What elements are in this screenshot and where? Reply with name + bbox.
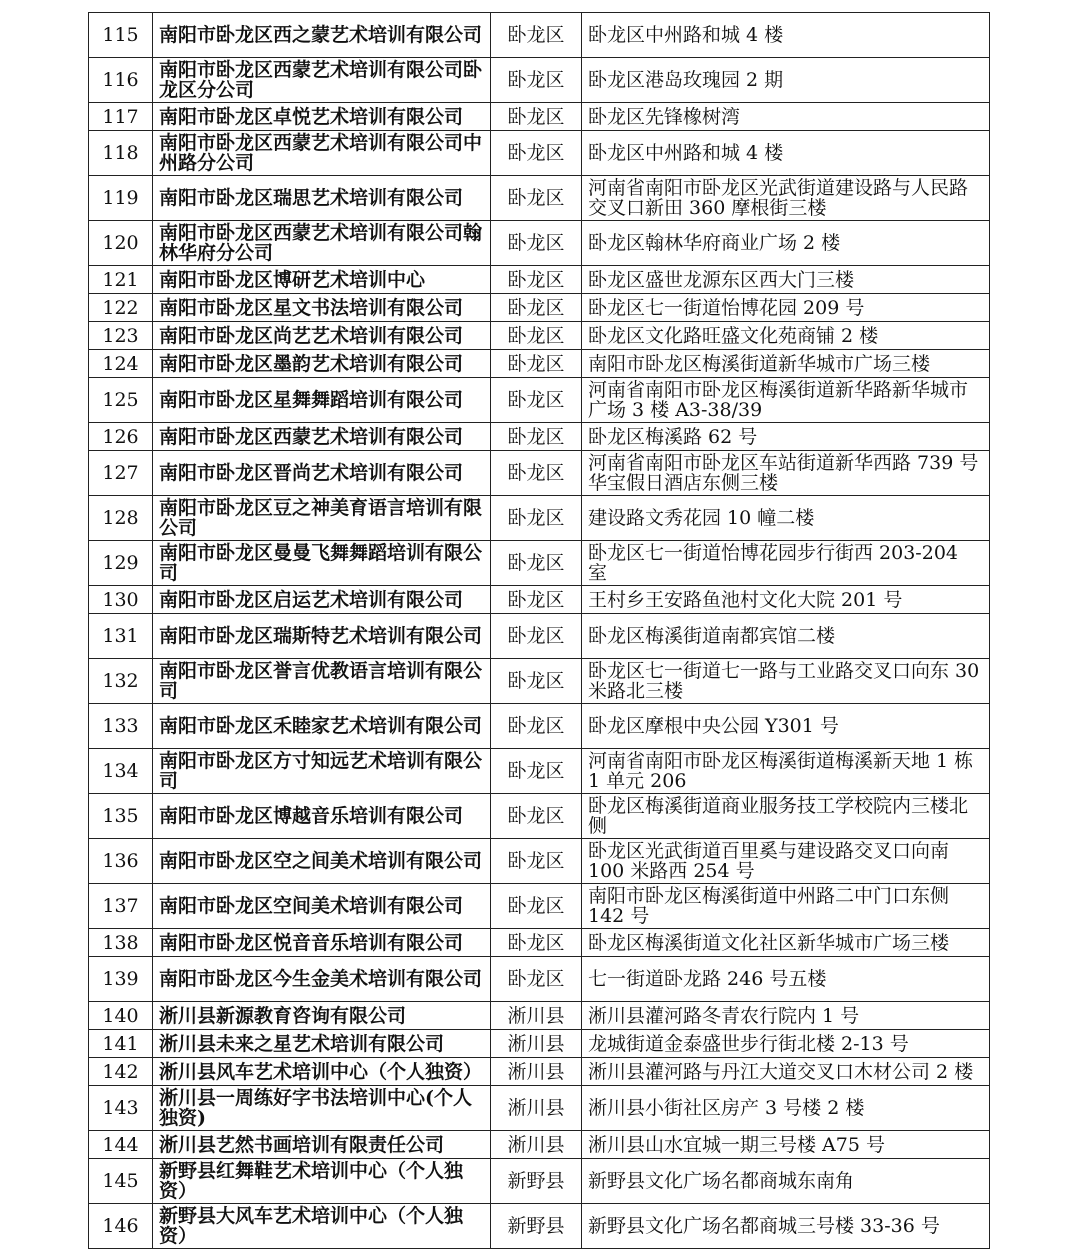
row-number-cell: 125 <box>89 378 153 423</box>
table-row <box>89 266 990 294</box>
table-row <box>89 884 990 929</box>
district-cell: 卧龙区 <box>491 103 582 131</box>
district-cell: 卧龙区 <box>491 131 582 176</box>
address-cell: 河南省南阳市卧龙区光武街道建设路与人民路交叉口新田 360 摩根街三楼 <box>582 176 990 221</box>
address-cell: 七一街道卧龙路 246 号五楼 <box>582 957 990 1002</box>
table-row <box>89 659 990 704</box>
table-row <box>89 58 990 103</box>
institution-name-cell: 新野县大风车艺术培训中心（个人独资） <box>153 1204 491 1249</box>
row-number-cell: 119 <box>89 176 153 221</box>
institution-name-cell: 淅川县风车艺术培训中心（个人独资） <box>153 1058 491 1086</box>
institution-name-cell: 南阳市卧龙区晋尚艺术培训有限公司 <box>153 451 491 496</box>
table-row <box>89 423 990 451</box>
row-number-cell: 141 <box>89 1030 153 1058</box>
institution-name-cell: 南阳市卧龙区西蒙艺术培训有限公司卧龙区分公司 <box>153 58 491 103</box>
table-row <box>89 1131 990 1159</box>
row-number-cell: 139 <box>89 957 153 1002</box>
district-cell: 卧龙区 <box>491 496 582 541</box>
district-cell: 卧龙区 <box>491 266 582 294</box>
address-cell: 卧龙区梅溪路 62 号 <box>582 423 990 451</box>
district-cell: 卧龙区 <box>491 929 582 957</box>
institution-name-cell: 南阳市卧龙区誉言优教语言培训有限公司 <box>153 659 491 704</box>
address-cell: 卧龙区梅溪街道文化社区新华城市广场三楼 <box>582 929 990 957</box>
district-cell: 卧龙区 <box>491 586 582 614</box>
table-row <box>89 103 990 131</box>
row-number-cell: 132 <box>89 659 153 704</box>
row-number-cell: 128 <box>89 496 153 541</box>
row-number-cell: 117 <box>89 103 153 131</box>
row-number-cell: 126 <box>89 423 153 451</box>
table-row <box>89 614 990 659</box>
row-number-cell: 124 <box>89 350 153 378</box>
district-cell: 卧龙区 <box>491 839 582 884</box>
row-number-cell: 144 <box>89 1131 153 1159</box>
address-cell: 淅川县灌河路冬青农行院内 1 号 <box>582 1002 990 1030</box>
district-cell: 卧龙区 <box>491 614 582 659</box>
institution-name-cell: 淅川县新源教育咨询有限公司 <box>153 1002 491 1030</box>
table-row <box>89 350 990 378</box>
address-cell: 南阳市卧龙区梅溪街道中州路二中门口东侧 142 号 <box>582 884 990 929</box>
row-number-cell: 129 <box>89 541 153 586</box>
institution-name-cell: 南阳市卧龙区博研艺术培训中心 <box>153 266 491 294</box>
table-row <box>89 541 990 586</box>
table-row <box>89 586 990 614</box>
address-cell: 淅川县山水宜城一期三号楼 A75 号 <box>582 1131 990 1159</box>
address-cell: 卧龙区梅溪街道南都宾馆二楼 <box>582 614 990 659</box>
table-row <box>89 176 990 221</box>
address-cell: 龙城街道金泰盛世步行街北楼 2-13 号 <box>582 1030 990 1058</box>
row-number-cell: 137 <box>89 884 153 929</box>
address-cell: 卧龙区光武街道百里奚与建设路交叉口向南 100 米路西 254 号 <box>582 839 990 884</box>
address-cell: 卧龙区七一街道怡博花园步行街西 203-204 室 <box>582 541 990 586</box>
address-cell: 新野县文化广场名都商城三号楼 33-36 号 <box>582 1204 990 1249</box>
institution-name-cell: 南阳市卧龙区星文书法培训有限公司 <box>153 294 491 322</box>
institution-name-cell: 南阳市卧龙区曼曼飞舞舞蹈培训有限公司 <box>153 541 491 586</box>
table-row <box>89 378 990 423</box>
address-cell: 淅川县小街社区房产 3 号楼 2 楼 <box>582 1086 990 1131</box>
row-number-cell: 115 <box>89 13 153 58</box>
table-row <box>89 794 990 839</box>
row-number-cell: 145 <box>89 1159 153 1204</box>
district-cell: 卧龙区 <box>491 58 582 103</box>
row-number-cell: 146 <box>89 1204 153 1249</box>
address-cell: 卧龙区七一街道怡博花园 209 号 <box>582 294 990 322</box>
institution-name-cell: 南阳市卧龙区星舞舞蹈培训有限公司 <box>153 378 491 423</box>
row-number-cell: 138 <box>89 929 153 957</box>
table-body <box>89 13 990 1249</box>
row-number-cell: 130 <box>89 586 153 614</box>
row-number-cell: 121 <box>89 266 153 294</box>
table-row <box>89 1058 990 1086</box>
row-number-cell: 142 <box>89 1058 153 1086</box>
district-cell: 淅川县 <box>491 1086 582 1131</box>
institution-name-cell: 南阳市卧龙区豆之神美育语言培训有限公司 <box>153 496 491 541</box>
address-cell: 卧龙区翰林华府商业广场 2 楼 <box>582 221 990 266</box>
district-cell: 卧龙区 <box>491 541 582 586</box>
table-row <box>89 322 990 350</box>
district-cell: 淅川县 <box>491 1002 582 1030</box>
table-row <box>89 1030 990 1058</box>
institution-name-cell: 新野县红舞鞋艺术培训中心（个人独资） <box>153 1159 491 1204</box>
row-number-cell: 135 <box>89 794 153 839</box>
table-row <box>89 1204 990 1249</box>
institution-name-cell: 南阳市卧龙区今生金美术培训有限公司 <box>153 957 491 1002</box>
address-cell: 卧龙区中州路和城 4 楼 <box>582 13 990 58</box>
address-cell: 卧龙区盛世龙源东区西大门三楼 <box>582 266 990 294</box>
institution-name-cell: 南阳市卧龙区墨韵艺术培训有限公司 <box>153 350 491 378</box>
training-institution-table <box>88 12 990 1249</box>
table-row <box>89 496 990 541</box>
institution-name-cell: 南阳市卧龙区禾睦家艺术培训有限公司 <box>153 704 491 749</box>
institution-name-cell: 南阳市卧龙区西之蒙艺术培训有限公司 <box>153 13 491 58</box>
row-number-cell: 136 <box>89 839 153 884</box>
district-cell: 卧龙区 <box>491 322 582 350</box>
address-cell: 河南省南阳市卧龙区梅溪街道新华路新华城市广场 3 楼 A3-38/39 <box>582 378 990 423</box>
row-number-cell: 123 <box>89 322 153 350</box>
district-cell: 卧龙区 <box>491 423 582 451</box>
district-cell: 卧龙区 <box>491 176 582 221</box>
address-cell: 南阳市卧龙区梅溪街道新华城市广场三楼 <box>582 350 990 378</box>
district-cell: 卧龙区 <box>491 350 582 378</box>
row-number-cell: 116 <box>89 58 153 103</box>
row-number-cell: 122 <box>89 294 153 322</box>
table-row <box>89 221 990 266</box>
institution-name-cell: 南阳市卧龙区方寸知远艺术培训有限公司 <box>153 749 491 794</box>
district-cell: 卧龙区 <box>491 378 582 423</box>
row-number-cell: 127 <box>89 451 153 496</box>
table-row <box>89 1086 990 1131</box>
address-cell: 卧龙区七一街道七一路与工业路交叉口向东 30 米路北三楼 <box>582 659 990 704</box>
row-number-cell: 133 <box>89 704 153 749</box>
table-row <box>89 1159 990 1204</box>
institution-name-cell: 南阳市卧龙区西蒙艺术培训有限公司 <box>153 423 491 451</box>
district-cell: 卧龙区 <box>491 221 582 266</box>
row-number-cell: 120 <box>89 221 153 266</box>
district-cell: 卧龙区 <box>491 794 582 839</box>
institution-name-cell: 淅川县一周练好字书法培训中心(个人独资) <box>153 1086 491 1131</box>
table-row <box>89 451 990 496</box>
address-cell: 新野县文化广场名都商城东南角 <box>582 1159 990 1204</box>
table-row <box>89 704 990 749</box>
institution-name-cell: 南阳市卧龙区悦音音乐培训有限公司 <box>153 929 491 957</box>
address-cell: 卧龙区摩根中央公园 Y301 号 <box>582 704 990 749</box>
institution-name-cell: 南阳市卧龙区瑞思艺术培训有限公司 <box>153 176 491 221</box>
address-cell: 淅川县灌河路与丹江大道交叉口木材公司 2 楼 <box>582 1058 990 1086</box>
district-cell: 卧龙区 <box>491 659 582 704</box>
institution-name-cell: 南阳市卧龙区西蒙艺术培训有限公司翰林华府分公司 <box>153 221 491 266</box>
address-cell: 王村乡王安路鱼池村文化大院 201 号 <box>582 586 990 614</box>
row-number-cell: 118 <box>89 131 153 176</box>
row-number-cell: 131 <box>89 614 153 659</box>
table-row <box>89 13 990 58</box>
address-cell: 卧龙区先锋橡树湾 <box>582 103 990 131</box>
row-number-cell: 140 <box>89 1002 153 1030</box>
district-cell: 卧龙区 <box>491 884 582 929</box>
district-cell: 卧龙区 <box>491 749 582 794</box>
district-cell: 淅川县 <box>491 1058 582 1086</box>
district-cell: 新野县 <box>491 1204 582 1249</box>
address-cell: 建设路文秀花园 10 幢二楼 <box>582 496 990 541</box>
district-cell: 卧龙区 <box>491 13 582 58</box>
district-cell: 卧龙区 <box>491 294 582 322</box>
row-number-cell: 134 <box>89 749 153 794</box>
institution-name-cell: 南阳市卧龙区西蒙艺术培训有限公司中州路分公司 <box>153 131 491 176</box>
district-cell: 淅川县 <box>491 1030 582 1058</box>
institution-name-cell: 南阳市卧龙区尚艺艺术培训有限公司 <box>153 322 491 350</box>
row-number-cell: 143 <box>89 1086 153 1131</box>
institution-name-cell: 淅川县未来之星艺术培训有限公司 <box>153 1030 491 1058</box>
address-cell: 卧龙区港岛玫瑰园 2 期 <box>582 58 990 103</box>
institution-name-cell: 南阳市卧龙区启运艺术培训有限公司 <box>153 586 491 614</box>
institution-name-cell: 南阳市卧龙区空间美术培训有限公司 <box>153 884 491 929</box>
address-cell: 河南省南阳市卧龙区车站街道新华西路 739 号华宝假日酒店东侧三楼 <box>582 451 990 496</box>
table-row <box>89 749 990 794</box>
table-row <box>89 294 990 322</box>
address-cell: 卧龙区文化路旺盛文化苑商铺 2 楼 <box>582 322 990 350</box>
table-row <box>89 1002 990 1030</box>
table-row <box>89 131 990 176</box>
table-row <box>89 929 990 957</box>
institution-name-cell: 南阳市卧龙区卓悦艺术培训有限公司 <box>153 103 491 131</box>
institution-name-cell: 南阳市卧龙区博越音乐培训有限公司 <box>153 794 491 839</box>
address-cell: 卧龙区梅溪街道商业服务技工学校院内三楼北侧 <box>582 794 990 839</box>
institution-name-cell: 南阳市卧龙区空之间美术培训有限公司 <box>153 839 491 884</box>
district-cell: 卧龙区 <box>491 451 582 496</box>
district-cell: 卧龙区 <box>491 957 582 1002</box>
district-cell: 新野县 <box>491 1159 582 1204</box>
district-cell: 淅川县 <box>491 1131 582 1159</box>
address-cell: 卧龙区中州路和城 4 楼 <box>582 131 990 176</box>
table-row <box>89 957 990 1002</box>
institution-name-cell: 淅川县艺然书画培训有限责任公司 <box>153 1131 491 1159</box>
district-cell: 卧龙区 <box>491 704 582 749</box>
institution-name-cell: 南阳市卧龙区瑞斯特艺术培训有限公司 <box>153 614 491 659</box>
table-row <box>89 839 990 884</box>
address-cell: 河南省南阳市卧龙区梅溪街道梅溪新天地 1 栋 1 单元 206 <box>582 749 990 794</box>
